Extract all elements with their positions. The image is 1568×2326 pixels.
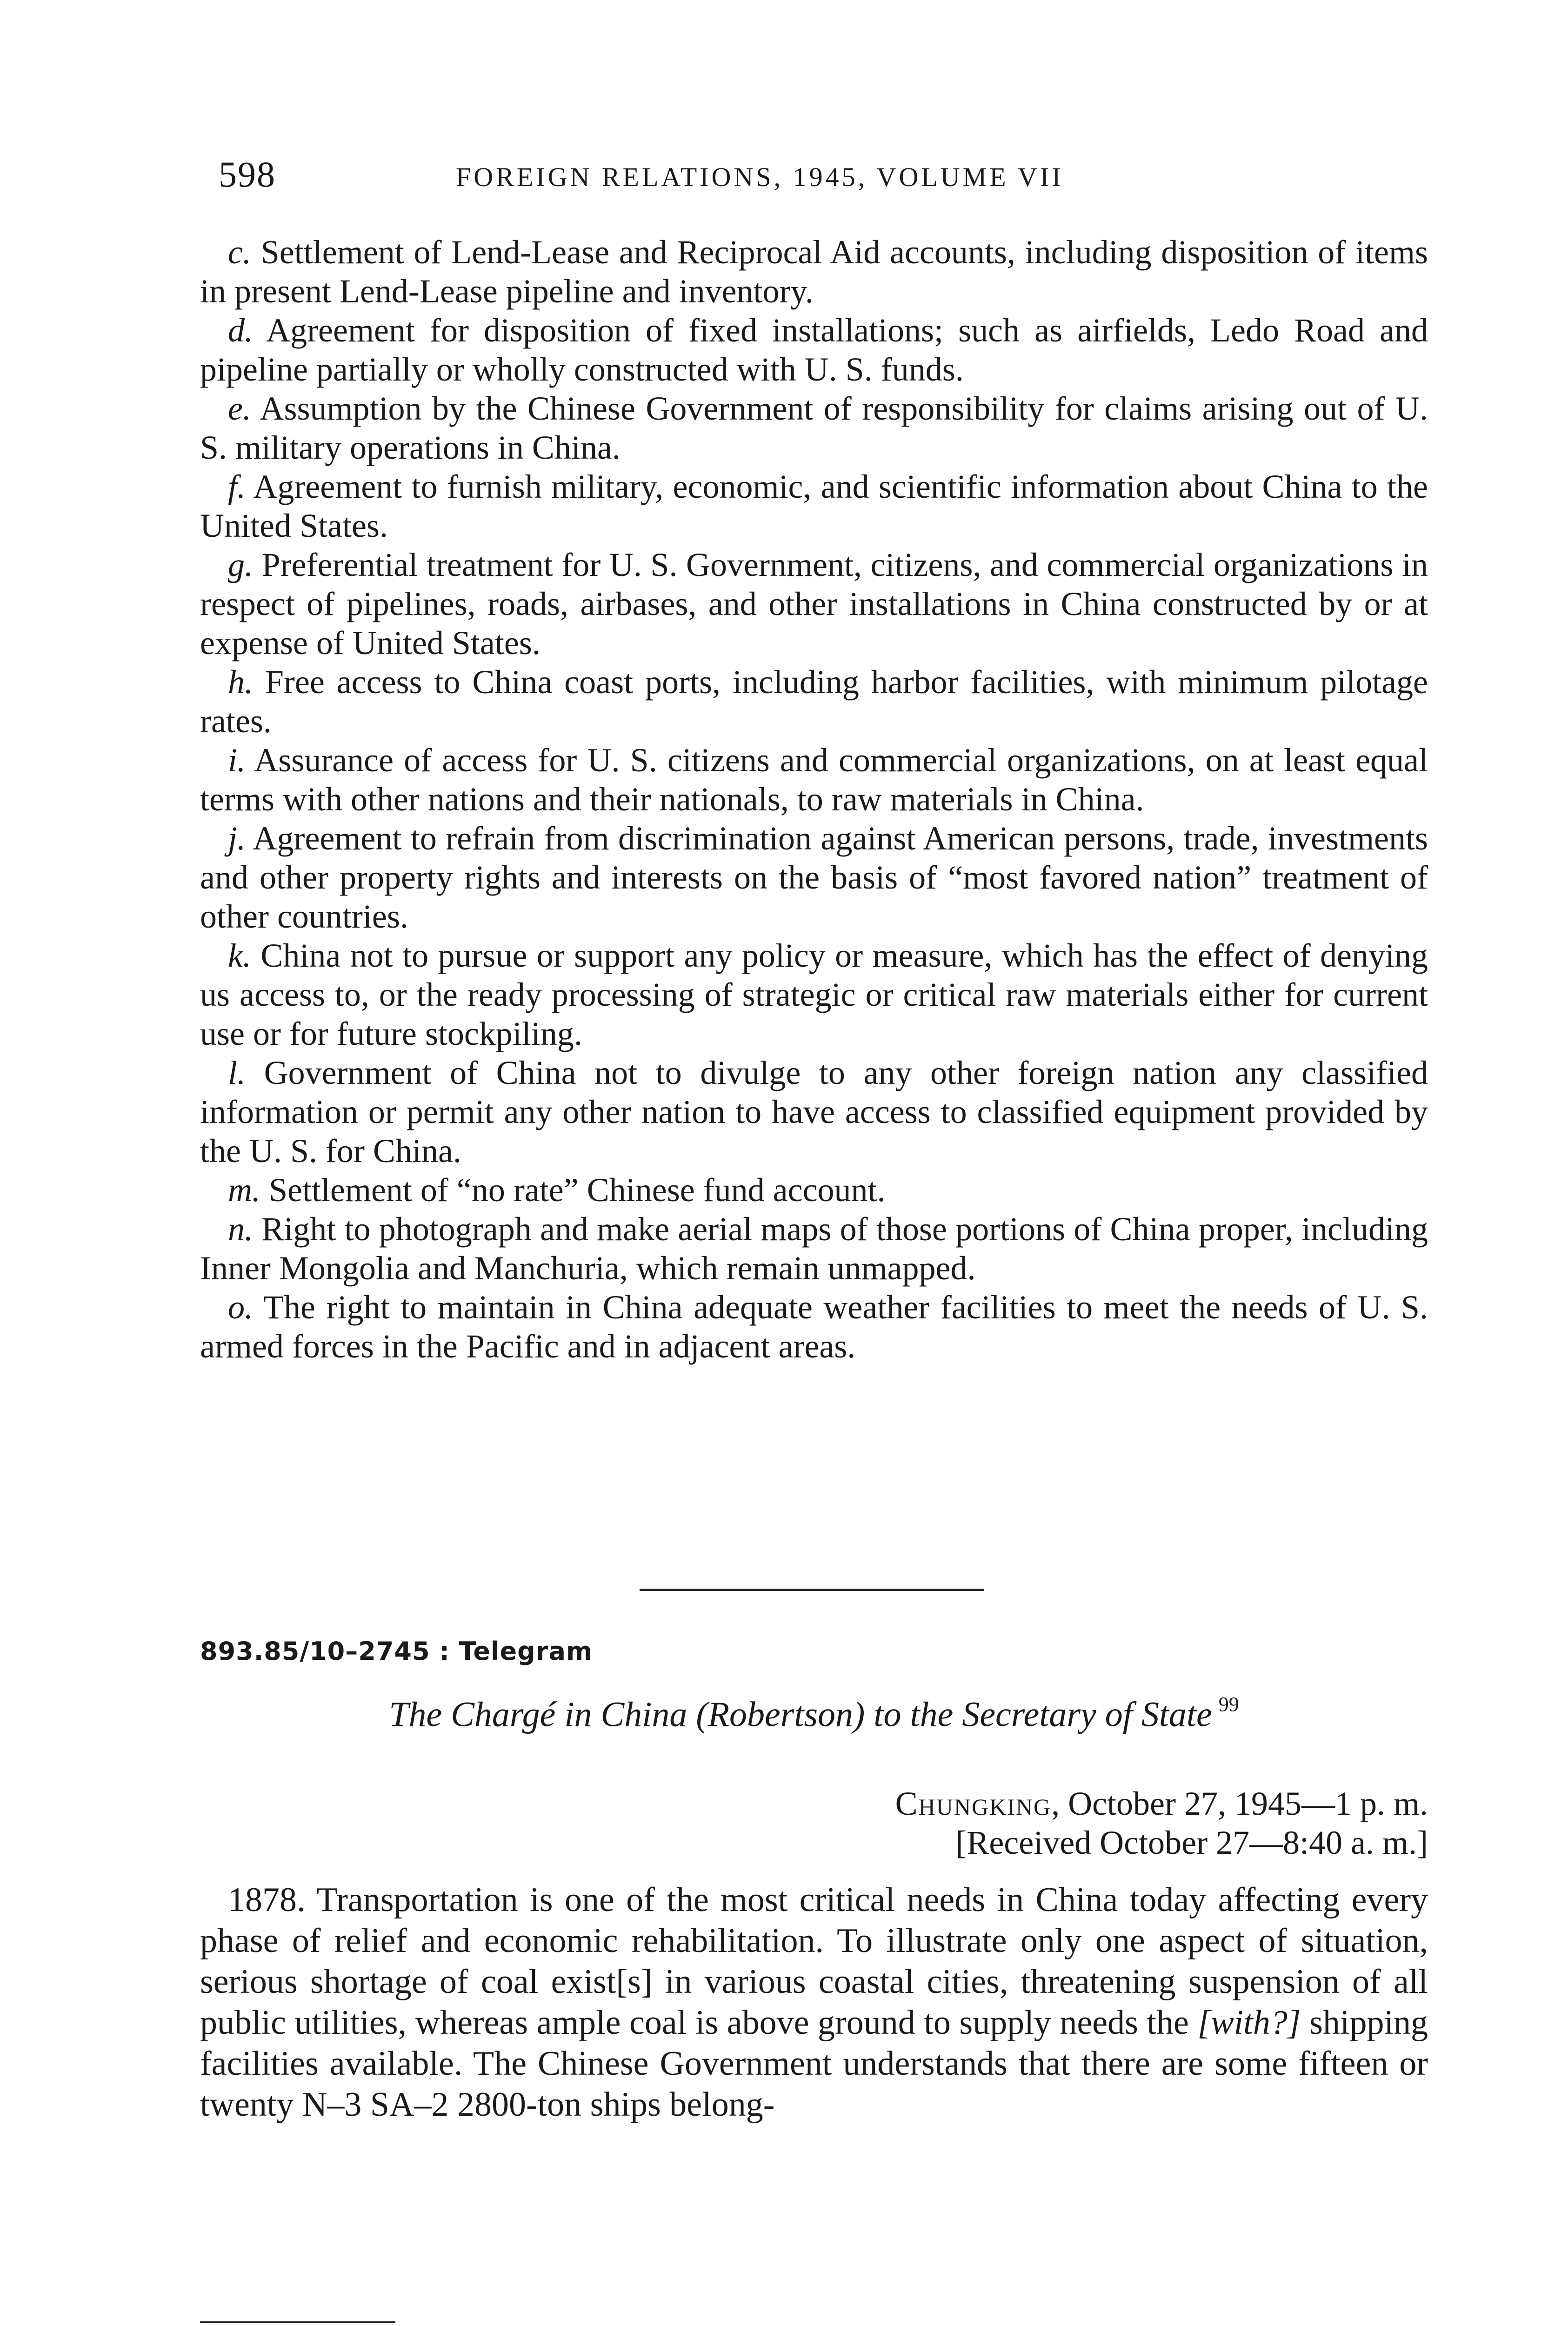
item-letter: m.: [228, 1171, 260, 1209]
place-date-line: [895, 1784, 1428, 1823]
editorial-insertion: [with?]: [1197, 2004, 1301, 2042]
footnote-divider: [200, 2321, 395, 2323]
page-number: 598: [219, 154, 276, 194]
item-letter: h.: [228, 663, 253, 701]
list-item: [200, 545, 1428, 662]
telegram-text-2: shipping facilities available. The Chinese Government understands that there are some fifteen or twenty N–3 SA–2 2800-ton ships belong-: [200, 2004, 1428, 2124]
item-text: Assurance of access for U. S. citizens and commercial organizations, on at least equal terms with other nations and their nationals, to raw materials in China.: [200, 742, 1428, 818]
item-letter: l.: [228, 1054, 246, 1091]
item-letter: n.: [228, 1210, 253, 1248]
list-item: [200, 233, 1428, 311]
item-letter: j.: [228, 820, 246, 857]
list-item: [200, 1210, 1428, 1288]
item-letter: k.: [228, 937, 251, 974]
running-head: [219, 151, 1419, 198]
list-item: [200, 1170, 1428, 1210]
item-text: Settlement of “no rate” Chinese fund account.: [269, 1171, 886, 1209]
item-text: Preferential treatment for U. S. Government, citizens, and commercial organizations in respect of pipelines, roads, airbases, and other installations in China constructed by or at expense of United States.: [200, 546, 1428, 662]
footnote-reference: 99: [1218, 1693, 1239, 1716]
item-text: Settlement of Lend-Lease and Reciprocal Aid accounts, including disposition of items in present Lend-Lease pipeline and inventory.: [200, 234, 1428, 310]
telegram-text-1: 1878. Transportation is one of the most critical needs in China today affecting every phase of relief and economic rehabilitation. To illustrate only one aspect of situation, serious shortage of coal exist[s] in various coastal cities, threatening suspension of all public utilities, whereas ample coal is above ground to supply needs the: [200, 1881, 1428, 2042]
list-item: [200, 1053, 1428, 1170]
telegram-paragraph: [200, 1879, 1428, 2125]
item-letter: o.: [228, 1289, 253, 1326]
item-text: Free access to China coast ports, including harbor facilities, with minimum pilotage rates.: [200, 663, 1428, 740]
document-title-text: The Chargé in China (Robertson) to the Secretary of State: [389, 1695, 1212, 1734]
list-item: [200, 311, 1428, 389]
item-letter: e.: [228, 390, 251, 427]
item-text: The right to maintain in China adequate weather facilities to meet the needs of U. S. armed forces in the Pacific and in adjacent areas.: [200, 1289, 1428, 1365]
item-letter: g.: [228, 546, 253, 583]
file-reference: 893.85/10–2745 : Telegram: [200, 1637, 593, 1666]
volume-title: FOREIGN RELATIONS, 1945, VOLUME VII: [456, 162, 1064, 192]
item-text: Assumption by the Chinese Government of responsibility for claims arising out of U. S. military operations in China.: [200, 390, 1428, 466]
section-divider: [640, 1589, 984, 1591]
item-letter: d.: [228, 312, 253, 349]
item-text: Right to photograph and make aerial maps of those portions of China proper, including Inner Mongolia and Manchuria, which remain unmapped.: [200, 1210, 1428, 1287]
list-item: [200, 819, 1428, 936]
item-letter: c.: [228, 234, 251, 271]
list-item: [200, 467, 1428, 545]
conditions-list: [200, 233, 1428, 1366]
item-text: Agreement to refrain from discrimination against American persons, trade, investments and other property rights and interests on the basis of “most favored nation” treatment of other countries.: [200, 820, 1428, 935]
item-letter: f.: [228, 468, 246, 505]
list-item: [200, 389, 1428, 467]
item-text: Government of China not to divulge to any other foreign nation any classified information or permit any other nation to have access to classified equipment provided by the U. S. for China.: [200, 1054, 1428, 1170]
list-item: [200, 1288, 1428, 1366]
item-text: Agreement to furnish military, economic, and scientific information about China to the United States.: [200, 468, 1428, 544]
list-item: [200, 662, 1428, 741]
item-text: China not to pursue or support any policy or measure, which has the effect of denying us access to, or the ready processing of strategic or critical raw materials either for current use or for future stockpiling.: [200, 937, 1428, 1052]
telegram-body: [200, 1879, 1428, 2125]
item-letter: i.: [228, 742, 246, 779]
document-title: [200, 1684, 1428, 1738]
place: Chungking: [895, 1785, 1052, 1822]
date: , October 27, 1945—1 p. m.: [1051, 1785, 1428, 1822]
item-text: Agreement for disposition of fixed installations; such as airfields, Ledo Road and pipeline partially or wholly constructed with U. S. funds.: [200, 312, 1428, 388]
list-item: [200, 936, 1428, 1053]
received-line: [Received October 27—8:40 a. m.]: [955, 1824, 1428, 1861]
list-item: [200, 741, 1428, 819]
dateline: [895, 1784, 1428, 1862]
